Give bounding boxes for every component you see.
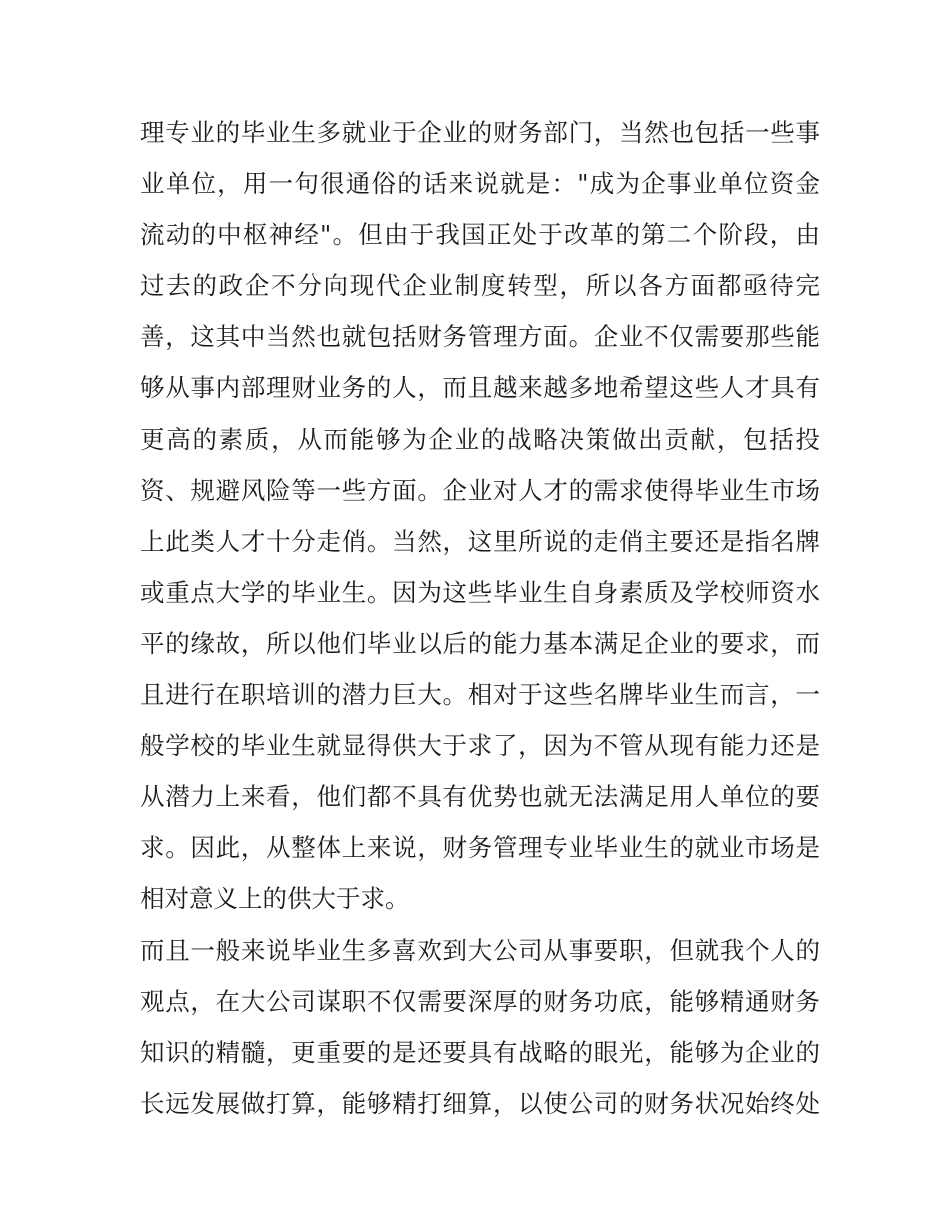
text-line: 求。因此，从整体上来说，财务管理专业毕业生的就业市场是 bbox=[140, 833, 820, 863]
text-line: 平的缘故，所以他们毕业以后的能力基本满足企业的要求，而 bbox=[140, 628, 820, 658]
text-line: 或重点大学的毕业生。因为这些毕业生自身素质及学校师资水 bbox=[140, 577, 820, 607]
text-line: 上此类人才十分走俏。当然，这里所说的走俏主要还是指名牌 bbox=[140, 526, 820, 556]
text-line: 善，这其中当然也就包括财务管理方面。企业不仅需要那些能 bbox=[140, 322, 820, 352]
body-text bbox=[140, 107, 820, 1129]
text-line: 且进行在职培训的潜力巨大。相对于这些名牌毕业生而言，一 bbox=[140, 680, 820, 710]
text-line: 过去的政企不分向现代企业制度转型，所以各方面都亟待完 bbox=[140, 271, 820, 301]
text-line: 流动的中枢神经"。但由于我国正处于改革的第二个阶段，由 bbox=[140, 220, 820, 250]
text-line-paragraph-end: 相对意义上的供大于求。 bbox=[140, 884, 410, 914]
text-line: 般学校的毕业生就显得供大于求了，因为不管从现有能力还是 bbox=[140, 731, 820, 761]
text-line: 资、规避风险等一些方面。企业对人才的需求使得毕业生市场 bbox=[140, 475, 820, 505]
text-line: 观点，在大公司谋职不仅需要深厚的财务功底，能够精通财务 bbox=[140, 986, 820, 1016]
text-line: 更高的素质，从而能够为企业的战略决策做出贡献，包括投 bbox=[140, 424, 820, 454]
text-line: 从潜力上来看，他们都不具有优势也就无法满足用人单位的要 bbox=[140, 782, 820, 812]
text-line: 而且一般来说毕业生多喜欢到大公司从事要职，但就我个人的 bbox=[140, 935, 820, 965]
text-line: 长远发展做打算，能够精打细算，以使公司的财务状况始终处 bbox=[140, 1088, 820, 1118]
text-line: 业单位，用一句很通俗的话来说就是："成为企事业单位资金 bbox=[140, 169, 820, 199]
text-line: 知识的精髓，更重要的是还要具有战略的眼光，能够为企业的 bbox=[140, 1037, 820, 1067]
text-line: 够从事内部理财业务的人，而且越来越多地希望这些人才具有 bbox=[140, 373, 820, 403]
text-line: 理专业的毕业生多就业于企业的财务部门，当然也包括一些事 bbox=[140, 118, 820, 147]
